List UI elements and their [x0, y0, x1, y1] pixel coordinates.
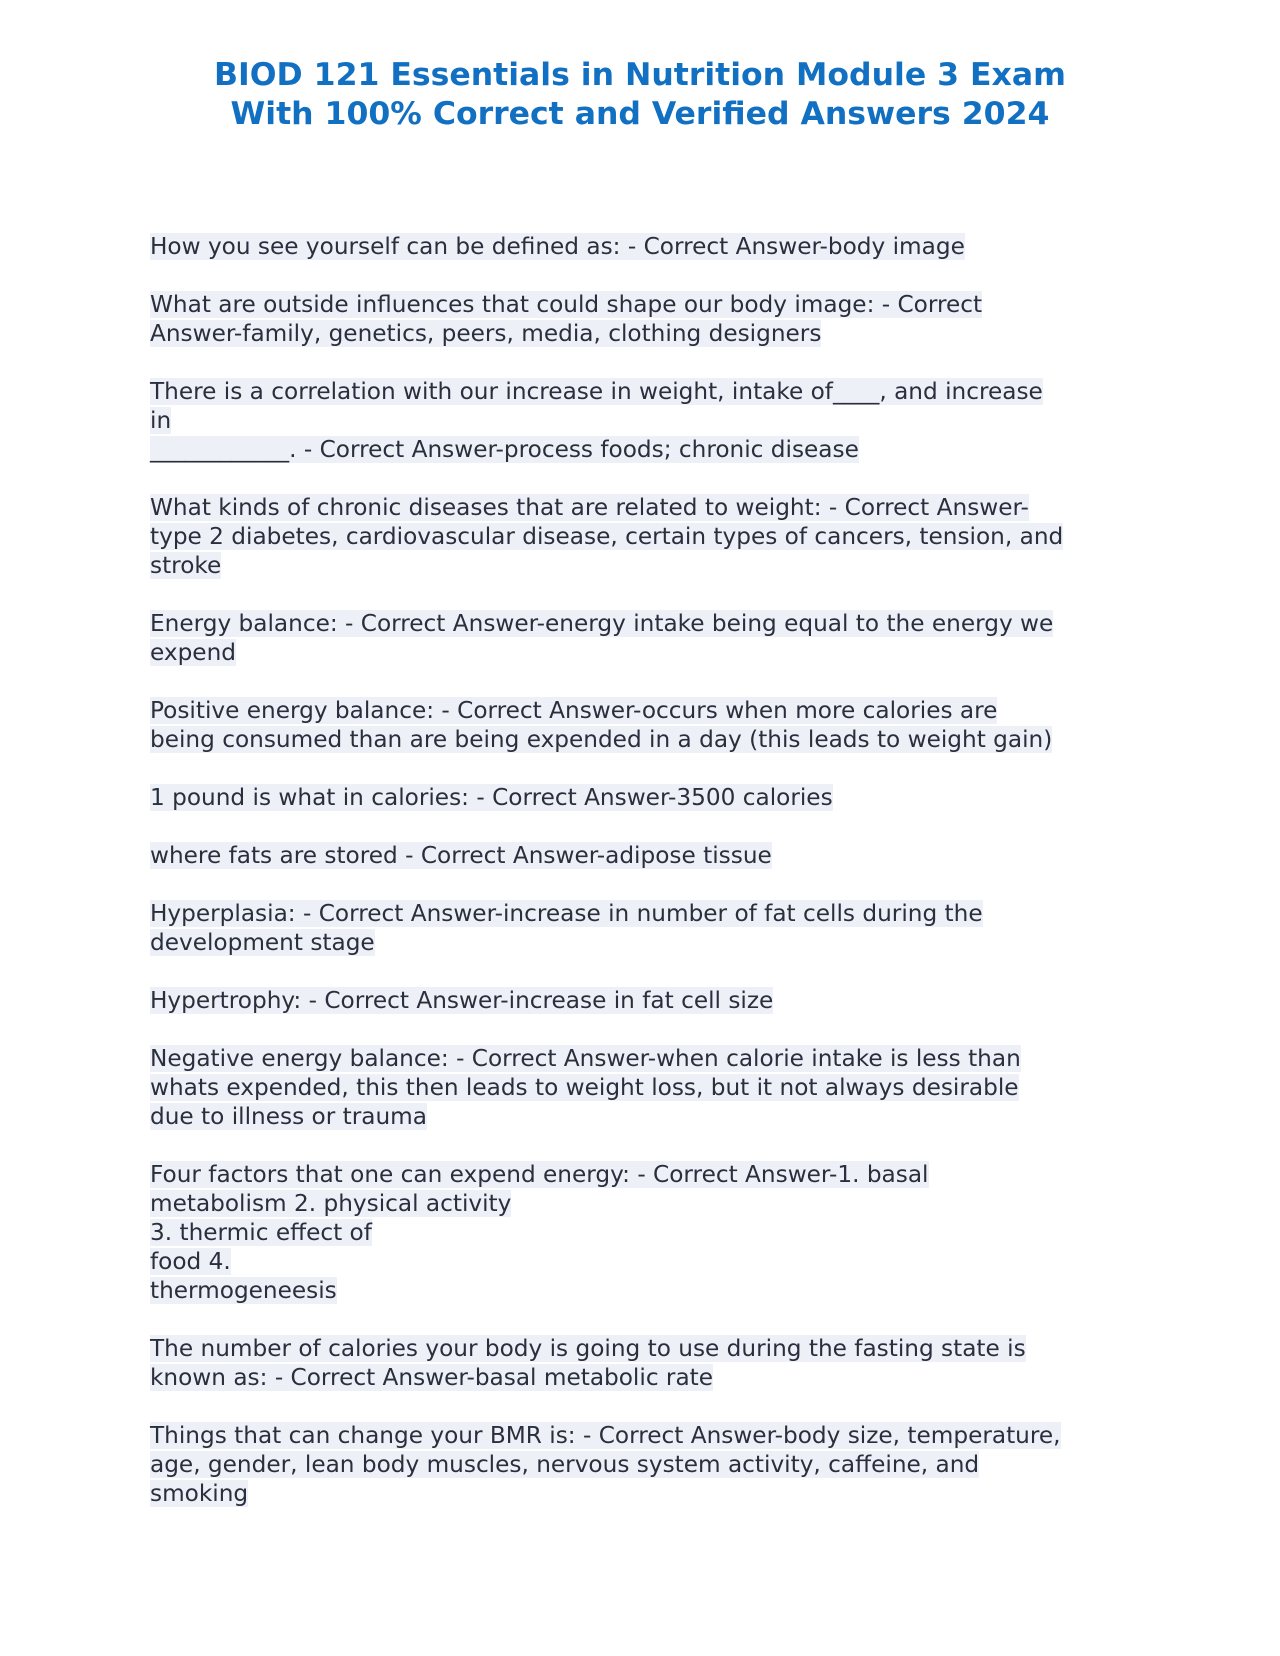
qa-line: whats expended, this then leads to weight loss, but it not always desirable — [150, 1074, 1019, 1101]
qa-line: development stage — [150, 929, 375, 956]
qa-line: What kinds of chronic diseases that are related to weight: - Correct Answer- — [150, 494, 1029, 521]
qa-line: known as: - Correct Answer-basal metabolic rate — [150, 1364, 714, 1391]
qa-item — [150, 1421, 1140, 1508]
document-title — [100, 56, 1180, 134]
qa-line: expend — [150, 639, 236, 666]
qa-line: How you see yourself can be defined as: - Correct Answer-body image — [150, 233, 965, 260]
qa-item — [150, 493, 1140, 580]
qa-line: The number of calories your body is going to use during the fasting state is — [150, 1335, 1026, 1362]
qa-line: There is a correlation with our increase in weight, intake of____, and increase — [150, 378, 1043, 405]
qa-item — [150, 290, 1140, 348]
qa-line: being consumed than are being expended in a day (this leads to weight gain) — [150, 726, 1053, 753]
qa-line: What are outside influences that could shape our body image: - Correct — [150, 291, 983, 318]
title-line-1: BIOD 121 Essentials in Nutrition Module 3 Exam — [214, 57, 1066, 93]
qa-line: food 4. — [150, 1248, 231, 1275]
qa-line: Four factors that one can expend energy: - Correct Answer-1. basal — [150, 1161, 929, 1188]
qa-item — [150, 1160, 1140, 1305]
qa-line: ____________. - Correct Answer-process foods; chronic disease — [150, 436, 859, 463]
qa-line: thermogeneesis — [150, 1277, 337, 1304]
qa-item — [150, 232, 1140, 261]
qa-line: due to illness or trauma — [150, 1103, 427, 1130]
qa-item — [150, 1044, 1140, 1131]
qa-line: type 2 diabetes, cardiovascular disease, certain types of cancers, tension, and — [150, 523, 1064, 550]
qa-line: metabolism 2. physical activity — [150, 1190, 512, 1217]
qa-list — [150, 232, 1140, 1537]
qa-line: smoking — [150, 1480, 249, 1507]
qa-item — [150, 1334, 1140, 1392]
qa-item — [150, 609, 1140, 667]
qa-line: in — [150, 407, 172, 434]
qa-line: Answer-family, genetics, peers, media, clothing designers — [150, 320, 822, 347]
qa-line: 1 pound is what in calories: - Correct Answer-3500 calories — [150, 784, 833, 811]
qa-item — [150, 783, 1140, 812]
qa-line: stroke — [150, 552, 222, 579]
qa-line: Hypertrophy: - Correct Answer-increase in fat cell size — [150, 987, 774, 1014]
qa-line: Negative energy balance: - Correct Answer-when calorie intake is less than — [150, 1045, 1021, 1072]
qa-line: Energy balance: - Correct Answer-energy intake being equal to the energy we — [150, 610, 1054, 637]
qa-item — [150, 986, 1140, 1015]
qa-line: 3. thermic effect of — [150, 1219, 372, 1246]
qa-line: Things that can change your BMR is: - Correct Answer-body size, temperature, — [150, 1422, 1061, 1449]
qa-line: age, gender, lean body muscles, nervous system activity, caffeine, and — [150, 1451, 980, 1478]
qa-line: where fats are stored - Correct Answer-adipose tissue — [150, 842, 772, 869]
qa-line: Positive energy balance: - Correct Answer-occurs when more calories are — [150, 697, 998, 724]
title-line-2: With 100% Correct and Verified Answers 2024 — [230, 96, 1050, 132]
qa-line: Hyperplasia: - Correct Answer-increase in number of fat cells during the — [150, 900, 983, 927]
qa-item — [150, 377, 1140, 464]
qa-item — [150, 899, 1140, 957]
qa-item — [150, 841, 1140, 870]
qa-item — [150, 696, 1140, 754]
